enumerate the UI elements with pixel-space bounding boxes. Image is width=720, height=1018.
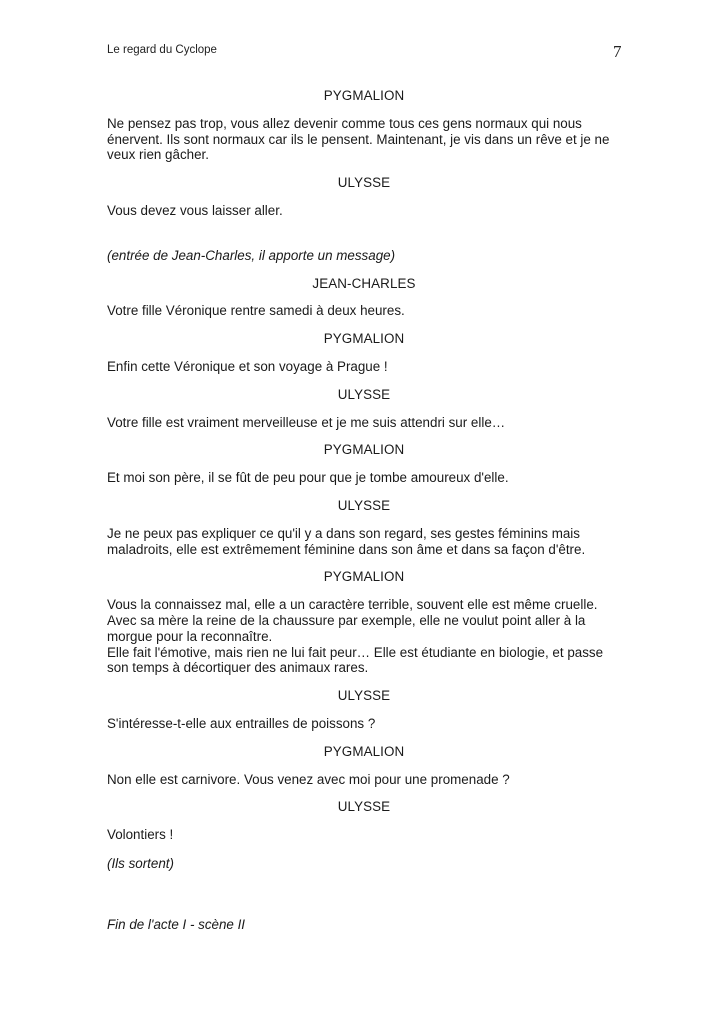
speaker-name: ULYSSE <box>337 688 391 704</box>
speaker-name: PYGMALION <box>323 569 405 585</box>
end-of-scene-note: Fin de l'acte I - scène II <box>107 916 246 932</box>
stage-direction: (Ils sortent) <box>107 855 174 871</box>
dialogue-line: Je ne peux pas expliquer ce qu'il y a dans son regard, ses gestes féminins mais maladroits, elle est extrêmement féminine dans son âme et dans sa façon d'être. <box>107 525 586 557</box>
dialogue-line: Enfin cette Véronique et son voyage à Prague ! <box>107 358 388 374</box>
dialogue-line: Votre fille est vraiment merveilleuse et je me suis attendri sur elle… <box>107 414 506 430</box>
dialogue-line: Vous devez vous laisser aller. <box>107 202 283 218</box>
dialogue-line: Vous la connaissez mal, elle a un caractère terrible, souvent elle est même cruelle. Avec sa mère la reine de la chaussure par exemple, elle ne voulut point aller à la morgue pour la reconnaître. Elle fait l'émotive, mais rien ne lui fait peur… Elle est étudiante en biologie, et passe son temps à décortiquer des animaux rares. <box>107 597 604 676</box>
speaker-name: ULYSSE <box>337 497 391 513</box>
dialogue-line: S'intéresse-t-elle aux entrailles de poissons ? <box>107 715 376 731</box>
dialogue-line: Volontiers ! <box>107 827 174 843</box>
stage-direction: (entrée de Jean-Charles, il apporte un message) <box>107 247 396 263</box>
speaker-name: ULYSSE <box>337 386 391 402</box>
speaker-name: JEAN-CHARLES <box>312 275 416 291</box>
page-number: 7 <box>613 42 622 61</box>
dialogue-line: Votre fille Véronique rentre samedi à deux heures. <box>107 303 405 319</box>
speaker-name: ULYSSE <box>337 799 391 815</box>
speaker-name: ULYSSE <box>337 175 391 191</box>
speaker-name: PYGMALION <box>323 442 405 458</box>
dialogue-line: Ne pensez pas trop, vous allez devenir comme tous ces gens normaux qui nous énervent. Ils sont normaux car ils le pensent. Maintenant, je vis dans un rêve et je ne veux rien gâcher. <box>107 115 610 163</box>
speaker-name: PYGMALION <box>323 331 405 347</box>
dialogue-line: Et moi son père, il se fût de peu pour que je tombe amoureux d'elle. <box>107 470 509 486</box>
speaker-name: PYGMALION <box>323 88 405 103</box>
dialogue-line: Non elle est carnivore. Vous venez avec moi pour une promenade ? <box>107 771 510 787</box>
running-header-title: Le regard du Cyclope <box>107 44 217 56</box>
speaker-name: PYGMALION <box>323 743 405 759</box>
play-script <box>107 88 617 933</box>
